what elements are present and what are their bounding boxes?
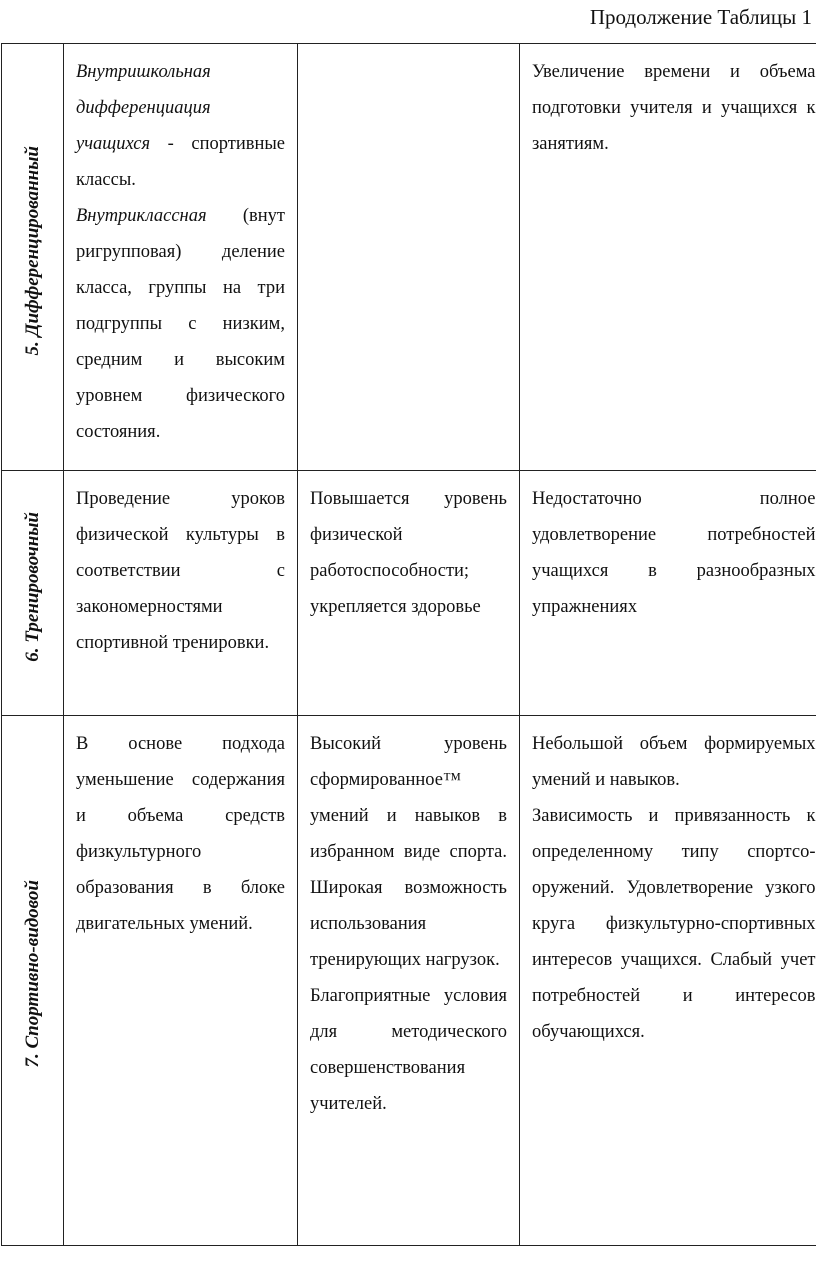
table-row <box>2 471 816 716</box>
table-row <box>2 716 816 1246</box>
row-label: 6. Тренировочный <box>21 511 43 662</box>
disadvantages-cell: Увеличение времени и объема подготовки учителя и учащихся к занятиям. <box>520 44 816 471</box>
table-row <box>2 44 816 471</box>
row-label: 7. Спортивно-видовой <box>21 880 43 1068</box>
description-text: (внут ригрупповая) деление класса, группы на три подгруппы с низким, средним и высоким уровнем физического состояния. <box>76 206 285 442</box>
row-label-cell <box>2 716 64 1246</box>
row-label-cell <box>2 44 64 471</box>
description-cell: Проведение уроков физической культуры в соответствии с закономерностями спортивной тренировки. <box>64 471 298 716</box>
description-text: - спортивные классы. <box>76 134 285 190</box>
row-label: 5. Дифференцированный <box>21 145 43 356</box>
advantages-cell <box>298 44 520 471</box>
description-cell: В основе подхода уменьшение содержания и объема средств физкультурного образования в блоке двигательных умений. <box>64 716 298 1246</box>
disadvantages-text: Небольшой объем формируемых умений и навыков. <box>532 734 816 790</box>
description-cell <box>64 44 298 471</box>
disadvantages-cell <box>520 716 816 1246</box>
row-label-cell <box>2 471 64 716</box>
advantages-text: Высокий уровень сформированное™ умений и навыков в избранном виде спорта. Широкая возможность использования тренирующих нагрузок. <box>310 734 507 970</box>
description-italic: Внутришкольная дифференциация учащихся <box>76 62 211 154</box>
table-caption: Продолжение Таблицы 1 <box>589 5 812 29</box>
advantages-text: Благоприятные условия для методического совершенствования учителей. <box>310 986 507 1114</box>
description-italic: Внутриклассная <box>76 206 207 226</box>
disadvantages-text: Зависимость и привязанность к определенному типу спортсо-оружений. Удовлетворение узкого круга физкультурно-спортивных интересов учащихся. Слабый учет потребностей и интересов обучающихся. <box>532 806 816 1042</box>
methods-table <box>1 43 816 1246</box>
advantages-cell: Повышается уровень физической работоспособности; укрепляется здоровье <box>298 471 520 716</box>
advantages-cell <box>298 716 520 1246</box>
disadvantages-cell: Недостаточно полное удовлетворение потребностей учащихся в разнообразных упражнениях <box>520 471 816 716</box>
